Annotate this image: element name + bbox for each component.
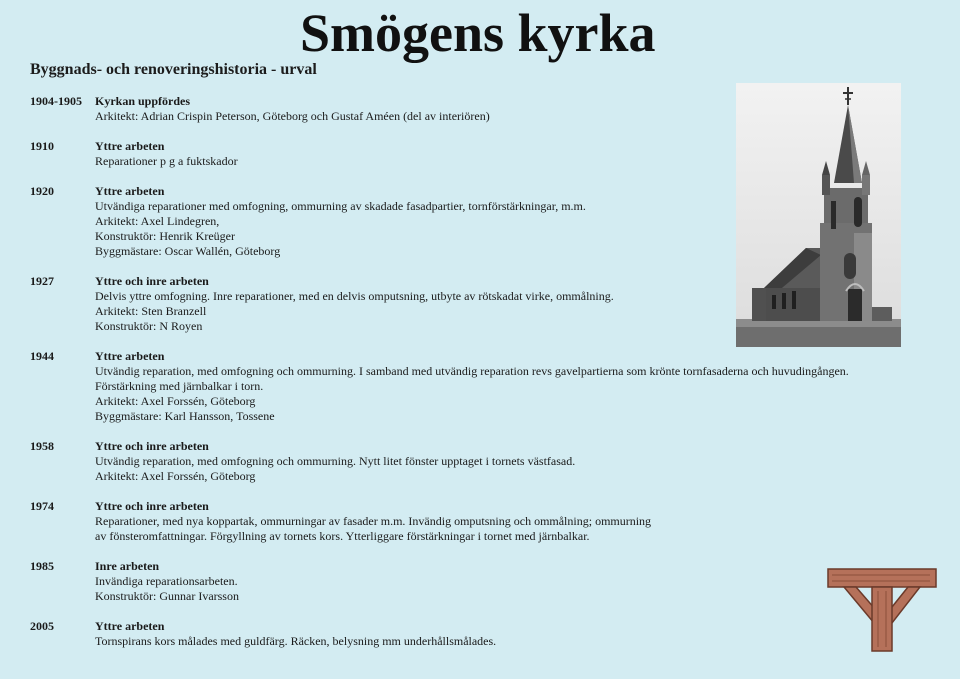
entry-line: av fönsteromfattningar. Förgyllning av tornets kors. Ytterliggare förstärkningar i tornet med järnbalkar.	[95, 529, 590, 543]
entry-line: Utvändig reparation, med omfogning och ommurning. Nytt litet fönster upptaget i tornets västfasad.	[95, 454, 576, 468]
entry-line: Byggmästare: Oscar Wallén, Göteborg	[95, 244, 281, 258]
entry-line: Byggmästare: Karl Hansson, Tossene	[95, 409, 275, 423]
entry-line: Utvändiga reparationer med omfogning, ommurning av skadade fasadpartier, tornförstärkningar, m.m.	[95, 199, 586, 213]
entry-line: Konstruktör: Gunnar Ivarsson	[95, 589, 239, 603]
entry-line: Arkitekt: Axel Forssén, Göteborg	[95, 394, 256, 408]
entry-year: 1974	[30, 499, 54, 513]
entry-line: Konstruktör: N Royen	[95, 319, 203, 333]
entry-year: 1985	[30, 559, 54, 573]
entry-heading: Yttre arbeten	[95, 184, 165, 198]
entry-heading: Yttre och inre arbeten	[95, 274, 209, 288]
entry-heading: Yttre arbeten	[95, 139, 165, 153]
entry-heading: Yttre och inre arbeten	[95, 439, 209, 453]
entry-heading: Yttre arbeten	[95, 349, 165, 363]
entry-line: Arkitekt: Axel Lindegren,	[95, 214, 220, 228]
entry-line: Reparationer, med nya koppartak, ommurningar av fasader m.m. Invändig omputsning och ommålning; ommurning	[95, 514, 652, 528]
entry-year: 1958	[30, 439, 54, 453]
history-entry	[30, 499, 930, 559]
history-entry	[30, 559, 930, 619]
entry-line: Delvis yttre omfogning. Inre reparationer, med en delvis omputsning, utbyte av rötskadat virke, ommålning.	[95, 289, 614, 303]
entry-year: 1920	[30, 184, 54, 198]
entry-year: 1904-1905	[30, 94, 82, 108]
entry-heading: Yttre arbeten	[95, 619, 165, 633]
entry-line: Konstruktör: Henrik Kreüger	[95, 229, 235, 243]
entry-line: Arkitekt: Sten Branzell	[95, 304, 207, 318]
church-photo	[736, 83, 901, 347]
history-entry	[30, 349, 930, 439]
entry-line: Arkitekt: Adrian Crispin Peterson, Göteborg och Gustaf Améen (del av interiören)	[95, 109, 490, 123]
entry-year: 1910	[30, 139, 54, 153]
entry-line: Tornspirans kors målades med guldfärg. Räcken, belysning mm underhållsmålades.	[95, 634, 497, 648]
entry-heading: Kyrkan uppfördes	[95, 94, 191, 108]
entry-heading: Yttre och inre arbeten	[95, 499, 209, 513]
entry-line: Invändiga reparationsarbeten.	[95, 574, 238, 588]
history-entry	[30, 619, 930, 649]
entry-year: 1944	[30, 349, 54, 363]
entry-heading: Inre arbeten	[95, 559, 160, 573]
timber-joint-illustration	[826, 567, 938, 653]
entry-line: Arkitekt: Axel Forssén, Göteborg	[95, 469, 256, 483]
entry-year: 2005	[30, 619, 54, 633]
entry-line: Förstärkning med järnbalkar i torn.	[95, 379, 264, 393]
entry-line: Reparationer p g a fuktskador	[95, 154, 238, 168]
entry-line: Utvändig reparation, med omfogning och ommurning. I samband med utvändig reparation revs gavelpartierna som krönte tornfasaderna och huvudingången.	[95, 364, 849, 378]
page-subtitle: Byggnads- och renoveringshistoria - urval	[30, 61, 317, 78]
history-entry	[30, 439, 930, 499]
entry-year: 1927	[30, 274, 54, 288]
page-title: Smögens kyrka	[300, 3, 656, 63]
